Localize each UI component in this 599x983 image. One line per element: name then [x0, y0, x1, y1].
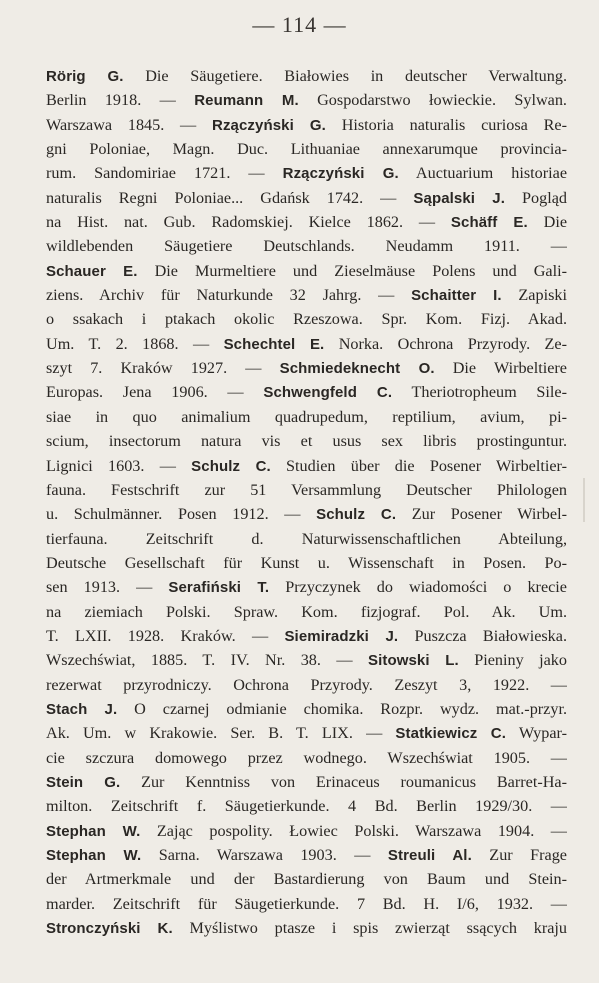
citation-text: Auctuarium historiae: [398, 164, 567, 183]
citation-text: Europas. Jena 1906. —: [46, 383, 264, 402]
author-name: Rörig G.: [46, 68, 124, 85]
citation-text: Przyczynek do wiadomości o krecie: [269, 578, 567, 597]
citation-text: Die Wirbeltiere: [434, 359, 567, 378]
citation-text: Historia naturalis curiosa Re-: [325, 115, 567, 134]
citation-text: fauna. Festschrift zur 51 Versammlung Deutscher Philologen: [46, 480, 567, 499]
author-name: Streuli Al.: [387, 847, 472, 864]
citation-text: ziens. Archiv für Naturkunde 32 Jahrg. —: [46, 286, 412, 305]
citation-text: sen 1913. —: [46, 578, 169, 597]
citation-text: na ziemiach Polski. Spraw. Kom. fizjograf. Pol. Ak. Um.: [46, 602, 567, 621]
citation-text: o ssakach i ptakach okolic Rzeszowa. Spr. Kom. Fizj. Akad.: [46, 310, 567, 329]
text-line: [46, 819, 567, 843]
text-line: [46, 161, 567, 185]
citation-text: O czarnej odmianie chomika. Rozpr. wydz. mat.-przyr.: [117, 699, 567, 718]
citation-text: Die Murmeltiere und Zieselmäuse Polens und Gali-: [137, 261, 567, 280]
citation-text: Zapiski: [501, 286, 567, 305]
citation-text: cie szczura domowego przez wodnego. Wszechświat 1905. —: [46, 748, 567, 767]
text-line: [46, 113, 567, 137]
margin-mark: [583, 478, 585, 522]
author-name: Sitowski L.: [367, 652, 459, 670]
citation-text: T. LXII. 1928. Kraków. —: [46, 626, 285, 645]
citation-text: u. Schulmänner. Posen 1912. —: [46, 505, 317, 524]
citation-text: Wypar-: [505, 724, 567, 743]
citation-text: Pieniny jako: [458, 651, 567, 670]
citation-text: Wszechświat, 1885. T. IV. Nr. 38. —: [46, 651, 368, 670]
author-name: Rzączyński G.: [212, 116, 326, 134]
text-line: [46, 551, 567, 575]
author-name: Siemiradzki J.: [284, 627, 399, 645]
author-name: Schulz C.: [191, 457, 271, 475]
text-line: [46, 307, 567, 331]
citation-text: Puszcza Białowieska.: [398, 626, 567, 645]
citation-text: Berlin 1918. —: [46, 91, 195, 110]
citation-text: Lignici 1603. —: [46, 456, 192, 475]
citation-text: scium, insectorum natura vis et usus sex libris prostinguntur.: [46, 432, 567, 451]
text-line: [46, 770, 567, 794]
citation-text: Zur Posener Wirbel-: [396, 505, 567, 524]
text-line: [46, 673, 567, 697]
text-line: [46, 697, 567, 721]
author-name: Schaitter I.: [411, 287, 502, 305]
text-line: [46, 186, 567, 210]
citation-text: der Artmerkmale und der Bastardierung von Baum und Stein-: [46, 870, 567, 889]
citation-text: Sarna. Warszawa 1903. —: [141, 846, 388, 864]
text-line: [46, 356, 567, 380]
author-name: Schauer E.: [46, 262, 138, 280]
text-line: [46, 405, 567, 429]
citation-text: Zając pospolity. Łowiec Polski. Warszawa 1904. —: [140, 821, 567, 840]
text-line: [46, 916, 567, 940]
text-line: [46, 234, 567, 258]
text-line: [46, 746, 567, 770]
author-name: Sąpalski J.: [413, 189, 506, 207]
author-name: Reumann M.: [194, 92, 299, 110]
author-name: Stach J.: [46, 700, 118, 718]
citation-text: siae in quo animalium quadrupedum, reptilium, avium, pi-: [46, 407, 567, 426]
page-number: — 114 —: [252, 12, 347, 37]
citation-text: Pogląd: [505, 188, 567, 207]
text-line: [46, 64, 567, 88]
text-line: [46, 283, 567, 307]
citation-text: Studien über die Posener Wirbeltier-: [270, 456, 567, 475]
citation-text: Die: [527, 213, 567, 232]
text-line: [46, 332, 567, 356]
author-name: Schmiedeknecht O.: [279, 360, 435, 378]
citation-text: Zur Frage: [471, 846, 567, 864]
citation-text: na Hist. nat. Gub. Radomskiej. Kielce 1862. —: [46, 213, 451, 232]
author-name: Stronczyński K.: [46, 920, 173, 938]
text-line: [46, 210, 567, 234]
author-name: Schulz C.: [316, 506, 397, 524]
author-name: Stein G.: [46, 773, 121, 791]
author-name: Schechtel E.: [223, 335, 325, 353]
citation-text: Die Säugetiere. Białowies in deutscher Verwaltung.: [123, 67, 567, 85]
citation-text: Warszawa 1845. —: [46, 115, 213, 134]
author-name: Stephan W.: [46, 822, 141, 840]
text-line: [46, 380, 567, 404]
author-name: Statkiewicz C.: [395, 725, 506, 743]
text-line: [46, 721, 567, 745]
text-line: [46, 527, 567, 551]
citation-text: Um. T. 2. 1868. —: [46, 334, 224, 353]
text-line: [46, 575, 567, 599]
text-line: [46, 648, 567, 672]
citation-text: Gospodarstwo łowieckie. Sylwan.: [298, 91, 567, 110]
citation-text: gni Poloniae, Magn. Duc. Lithuaniae annexarumque provincia-: [46, 140, 567, 159]
citation-text: rezerwat przyrodniczy. Ochrona Przyrody. Zeszyt 3, 1922. —: [46, 675, 567, 694]
citation-text: marder. Zeitschrift für Säugetierkunde. 7 Bd. H. I/6, 1932. —: [46, 894, 567, 913]
citation-text: Norka. Ochrona Przyrody. Ze-: [324, 334, 567, 353]
citation-text: rum. Sandomiriae 1721. —: [46, 164, 283, 183]
citation-text: milton. Zeitschrift f. Säugetierkunde. 4 Bd. Berlin 1929/30. —: [46, 797, 567, 816]
citation-text: Deutsche Gesellschaft für Kunst u. Wissenschaft in Posen. Po-: [46, 553, 567, 572]
citation-text: Zur Kenntniss von Erinaceus roumanicus Barret-Ha-: [120, 772, 567, 791]
citation-text: tierfauna. Zeitschrift d. Naturwissenschaftlichen Abteilung,: [46, 529, 567, 548]
text-line: [46, 624, 567, 648]
author-name: Schäff E.: [450, 214, 528, 232]
text-line: [46, 502, 567, 526]
citation-text: Myślistwo ptasze i spis zwierząt ssących kraju: [172, 919, 567, 938]
text-line: [46, 843, 567, 867]
citation-text: szyt 7. Kraków 1927. —: [46, 359, 280, 378]
text-line: [46, 892, 567, 916]
author-name: Schwengfeld C.: [263, 384, 393, 402]
text-line: [46, 867, 567, 891]
text-line: [46, 137, 567, 161]
text-line: [46, 429, 567, 453]
citation-text: Ak. Um. w Krakowie. Ser. B. T. LIX. —: [46, 724, 396, 743]
citation-text: Theriotropheum Sile-: [392, 383, 567, 402]
bibliography-text: [46, 64, 567, 940]
citation-text: wildlebenden Säugetiere Deutschlands. Neudamm 1911. —: [46, 237, 567, 256]
text-line: [46, 259, 567, 283]
citation-text: naturalis Regni Poloniae... Gdańsk 1742. —: [46, 188, 414, 207]
text-line: [46, 88, 567, 112]
author-name: Rzączyński G.: [282, 165, 399, 183]
text-line: [46, 794, 567, 818]
author-name: Serafiński T.: [168, 579, 270, 597]
text-line: [46, 478, 567, 502]
text-line: [46, 454, 567, 478]
author-name: Stephan W.: [46, 847, 142, 864]
text-line: [46, 600, 567, 624]
